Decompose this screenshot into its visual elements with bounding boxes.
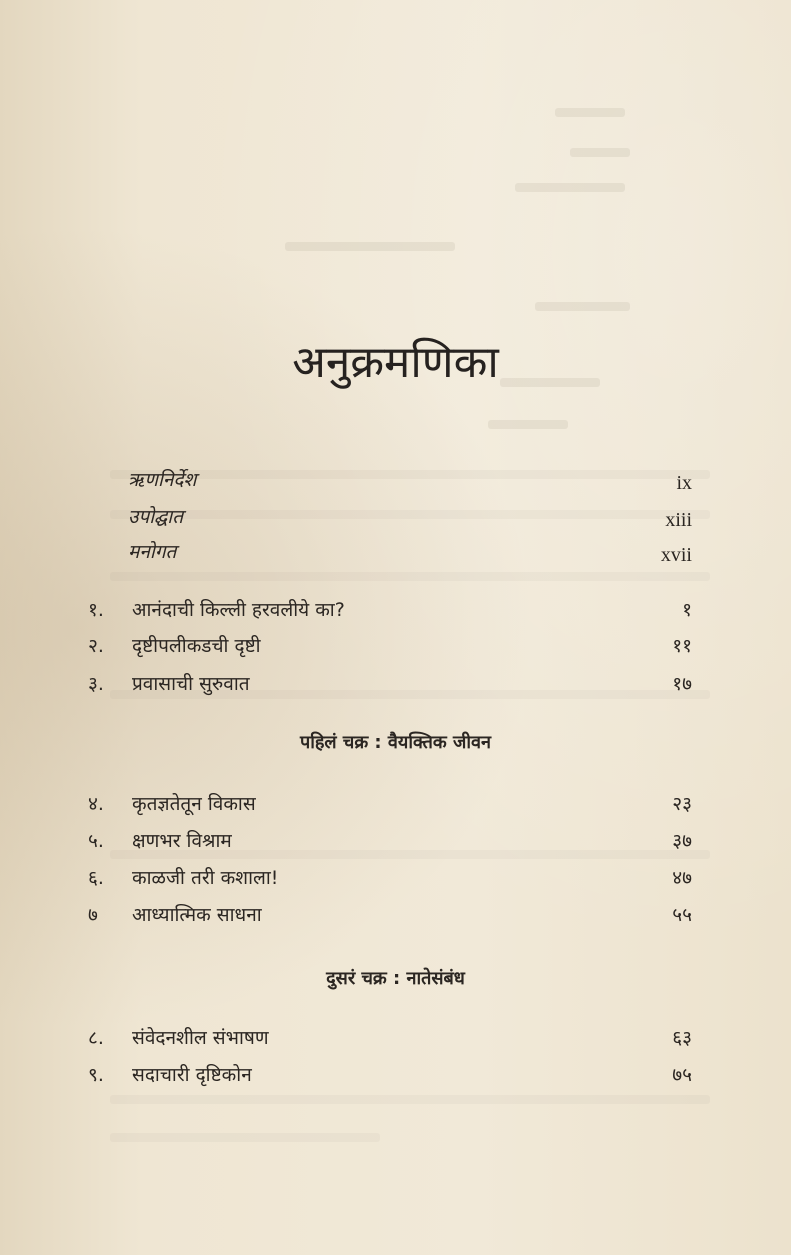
toc-entry-title: आनंदाची किल्ली हरवलीये का?: [132, 599, 345, 621]
toc-entry-title: मनोगत: [128, 541, 177, 563]
toc-prelim-item: [128, 466, 692, 502]
toc-entry-page: ७५: [672, 1064, 692, 1086]
toc-entry-page: ६३: [672, 1027, 692, 1049]
toc-entry-page: ३७: [672, 830, 692, 852]
bleed-through-mark: [110, 1133, 380, 1142]
toc-entry-title: कृतज्ञतेतून विकास: [132, 793, 256, 815]
toc-entry-page: ix: [676, 472, 692, 494]
toc-entry-title: संवेदनशील संभाषण: [132, 1027, 269, 1049]
bleed-through-mark: [488, 420, 568, 429]
toc-entry-number: १.: [88, 599, 104, 621]
bleed-through-mark: [535, 302, 630, 311]
toc-entry-title: काळजी तरी कशाला!: [132, 867, 279, 889]
toc-entry-number: ४.: [88, 793, 104, 815]
toc-entry-title: दृष्टीपलीकडची दृष्टी: [132, 635, 261, 657]
toc-prelim-item: [128, 538, 692, 574]
toc-entry-page: ५५: [672, 904, 692, 926]
toc-entry-title: प्रवासाची सुरुवात: [132, 673, 250, 695]
toc-entry-title: उपोद्घात: [128, 506, 184, 528]
toc-entry-number: ३.: [88, 673, 104, 695]
toc-entry-page: ११: [672, 635, 692, 657]
section-heading: पहिलं चक्र : वैयक्तिक जीवन: [299, 732, 492, 753]
toc-entry: [88, 790, 692, 826]
toc-prelim-item: [128, 503, 692, 539]
toc-entry-page: xvii: [660, 544, 692, 566]
toc-entry: [88, 1061, 692, 1097]
toc-entry-title: ऋणनिर्देश: [128, 469, 197, 491]
toc-entry: [88, 632, 692, 668]
toc-entry: [88, 1024, 692, 1060]
bleed-through-mark: [285, 242, 455, 251]
toc-entry: [88, 670, 692, 706]
toc-entry: [88, 827, 692, 863]
bleed-through-mark: [570, 148, 630, 157]
toc-entry-page: १: [682, 599, 692, 621]
toc-entry-number: ७: [88, 904, 98, 926]
toc-entry-page: xiii: [665, 509, 692, 531]
toc-entry-page: ४७: [672, 867, 692, 889]
toc-entry-page: २३: [672, 793, 692, 815]
toc-entry-number: ८.: [88, 1027, 104, 1049]
bleed-through-mark: [515, 183, 625, 192]
bleed-through-mark: [555, 108, 625, 117]
toc-entry-title: सदाचारी दृष्टिकोन: [132, 1064, 252, 1086]
toc-entry-number: ६.: [88, 867, 104, 889]
page-title: अनुक्रमणिका: [292, 337, 499, 388]
toc-entry: [88, 864, 692, 900]
section-heading: दुसरं चक्र : नातेसंबंध: [326, 968, 465, 989]
toc-entry-page: १७: [672, 673, 692, 695]
toc-entry: [88, 901, 692, 937]
toc-entry-title: क्षणभर विश्राम: [132, 830, 232, 852]
toc-entry-number: २.: [88, 635, 104, 657]
toc-entry-number: ९.: [88, 1064, 104, 1086]
toc-entry-number: ५.: [88, 830, 104, 852]
toc-entry: [88, 596, 692, 632]
toc-entry-title: आध्यात्मिक साधना: [132, 904, 262, 926]
